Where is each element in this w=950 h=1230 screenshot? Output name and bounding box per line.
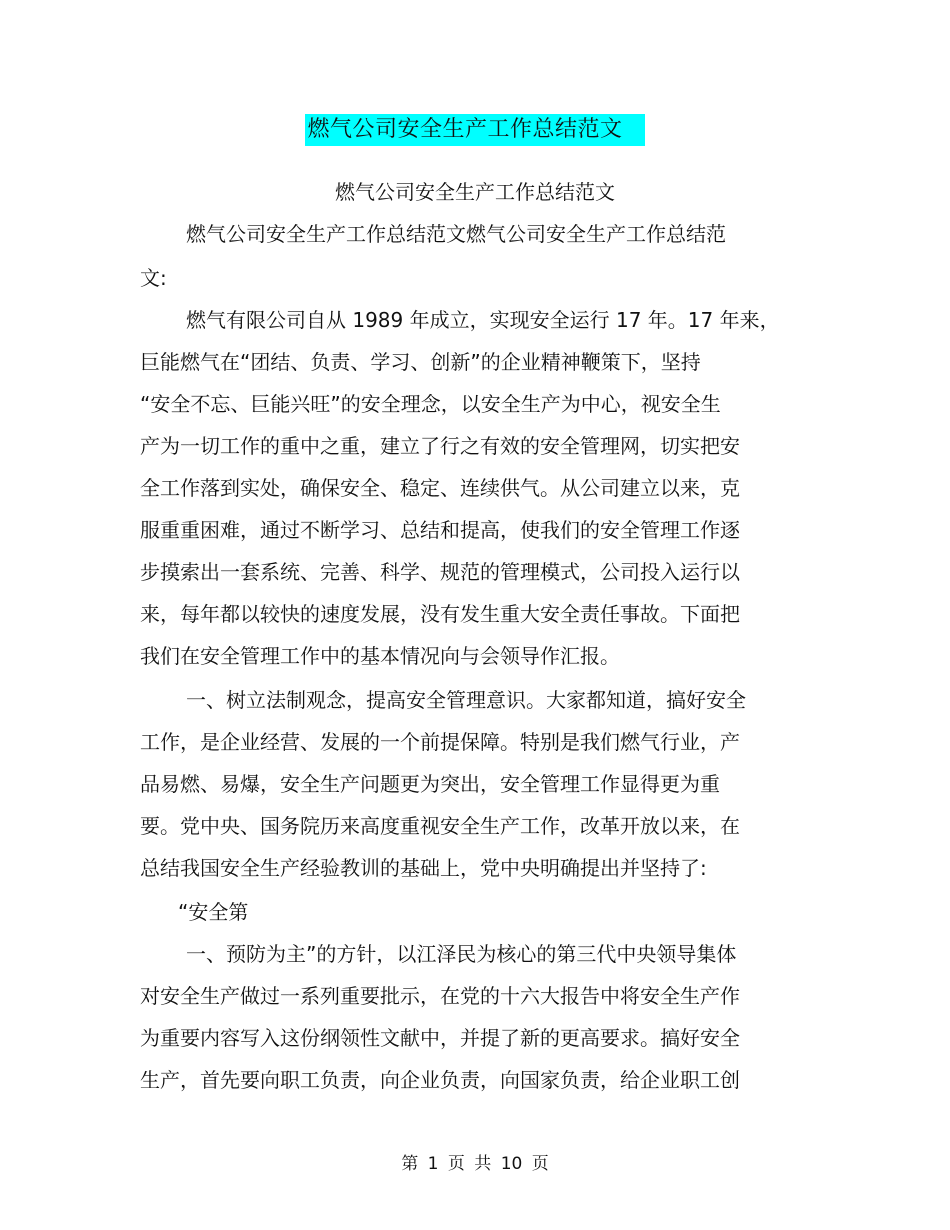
body-line: 产为一切工作的重中之重，建立了行之有效的安全管理网，切实把安 [140,434,740,458]
body-line: 来，每年都以较快的速度发展，没有发生重大安全责任事故。下面把 [140,602,740,626]
body-line: 我们在安全管理工作中的基本情况向与会领导作汇报。 [140,644,620,668]
body-line: 服重重困难，通过不断学习、总结和提高，使我们的安全管理工作逐 [140,518,740,542]
body-line: 燃气有限公司自从 1989 年成立，实现安全运行 17 年。17 年来， [186,308,780,332]
body-line: “安全第 [178,900,249,924]
body-line: 要。党中央、国务院历来高度重视安全生产工作，改革开放以来，在 [140,814,740,838]
body-line: 生产，首先要向职工负责，向企业负责，向国家负责，给企业职工创 [140,1068,740,1092]
page-number-footer: 第 1 页 共 10 页 [401,1154,549,1174]
body-line: 品易燃、易爆，安全生产问题更为突出，安全管理工作显得更为重 [140,772,720,796]
body-line: 对安全生产做过一系列重要批示，在党的十六大报告中将安全生产作 [140,984,740,1008]
body-line: 步摸索出一套系统、完善、科学、规范的管理模式，公司投入运行以 [140,560,740,584]
body-line: “安全不忘、巨能兴旺”的安全理念，以安全生产为中心，视安全生 [140,392,721,416]
document-subtitle: 燃气公司安全生产工作总结范文 [335,180,615,204]
body-line: 文: [140,266,167,290]
document-title: 燃气公司安全生产工作总结范文 [305,114,644,146]
body-line: 工作，是企业经营、发展的一个前提保障。特别是我们燃气行业，产 [140,730,740,754]
body-line: 一、树立法制观念，提高安全管理意识。大家都知道，搞好安全 [186,688,746,712]
body-line: 全工作落到实处，确保安全、稳定、连续供气。从公司建立以来，克 [140,476,740,500]
body-line: 为重要内容写入这份纲领性文献中，并提了新的更高要求。搞好安全 [140,1026,740,1050]
body-line: 一、预防为主”的方针，以江泽民为核心的第三代中央领导集体 [186,942,737,966]
body-line: 巨能燃气在“团结、负责、学习、创新”的企业精神鞭策下，坚持 [140,350,701,374]
title-row [0,114,950,146]
body-line: 总结我国安全生产经验教训的基础上，党中央明确提出并坚持了: [140,856,707,880]
body-line: 燃气公司安全生产工作总结范文燃气公司安全生产工作总结范 [186,222,726,246]
